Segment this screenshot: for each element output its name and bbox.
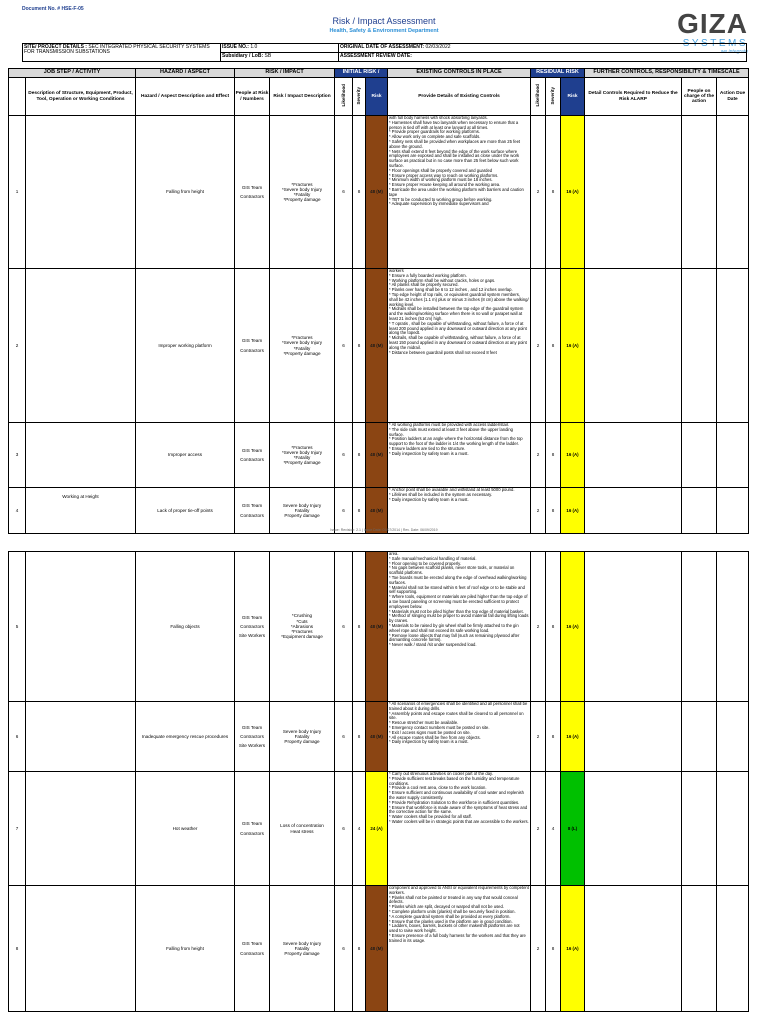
department-subtitle: Health, Safety & Environment Department (329, 28, 439, 34)
col-residual-severity: Severity (546, 78, 561, 116)
likelihood-value: 6 (335, 269, 353, 423)
further-controls-cell (585, 886, 682, 1012)
initial-risk-rating: 48 (M) (366, 886, 388, 1012)
risk-description (270, 269, 335, 423)
row-number: 4 (9, 488, 26, 534)
people-at-risk (235, 488, 270, 534)
row-number: 5 (9, 552, 26, 702)
risk-entry: Property damage (284, 739, 320, 745)
risk-entry: *Severe body Injury (281, 449, 323, 455)
likelihood-value: 6 (335, 886, 353, 1012)
residual-likelihood-value: 2 (531, 269, 546, 423)
risk-entry: Severe body Injury (282, 940, 322, 946)
activity-description (26, 269, 136, 423)
activity-description (26, 423, 136, 488)
table-row (9, 886, 749, 1012)
risk-entry: *Severe body Injury (281, 186, 323, 192)
residual-likelihood-value: 2 (531, 772, 546, 886)
table-row (9, 488, 749, 534)
residual-likelihood-value: 2 (531, 702, 546, 772)
initial-risk-rating: 24 (A) (366, 772, 388, 886)
action-due-date-cell (717, 772, 749, 886)
hazard-description: Falling from height (136, 116, 235, 269)
further-controls-cell (585, 488, 682, 534)
residual-severity-value: 8 (546, 423, 561, 488)
risk-entry: Fatality (294, 945, 310, 951)
risk-description (270, 552, 335, 702)
severity-value: 8 (353, 886, 366, 1012)
people-entry: Contractors (240, 950, 264, 956)
risk-entry: Loss of concentration (280, 823, 324, 829)
row-number: 1 (9, 116, 26, 269)
risk-description (270, 423, 335, 488)
row-number: 8 (9, 886, 26, 1012)
activity-description (26, 886, 136, 1012)
people-entry: Site Workers (238, 743, 266, 749)
people-entry: Contractors (240, 457, 264, 462)
severity-value: 8 (353, 116, 366, 269)
assessment-info-table (22, 43, 747, 62)
activity-description (26, 702, 136, 772)
people-entry: GIS Team (241, 941, 263, 947)
table-row (9, 269, 749, 423)
risk-description (270, 772, 335, 886)
residual-severity-value: 8 (546, 702, 561, 772)
section-existing-controls: EXISTING CONTROLS IN PLACE (388, 69, 531, 78)
residual-risk-rating: 16 (A) (561, 702, 585, 772)
risk-entry: Severe body Injury (282, 502, 322, 508)
existing-controls: * Carry out strenuous activities on cooler part of the day. * Provide sufficient rest breaks based on the humidity and temperature conditions. * Provide a cool rest area, close to the work location. * Ensure sufficient and continuous availability of cool water and replenish the water supply consistently. * Provide Rehydration Solution to the workforce in sufficient quantities. * Ensure that workforce is made aware of the symptoms of heat stress and the corrective action for the same. * Water coolers shall be provided for all staff. * Water coolers will be in strategic points that are accessible to the workers. (388, 772, 531, 886)
site-details-cell: SITE/ PROJECT DETAILS : SEC INTEGRATED PHYSICAL SECURITY SYSTEMS FOR TRANSMISSION SUBSTATIONS (23, 44, 221, 62)
people-entry: Site Workers (238, 633, 266, 639)
logo-sub-text: SYSTEMS (682, 38, 748, 49)
col-severity: Severity (353, 78, 366, 116)
risk-description (270, 488, 335, 534)
risk-entry: Fatality (294, 507, 310, 513)
residual-risk-rating: 16 (A) (561, 886, 585, 1012)
action-due-date-cell (717, 269, 749, 423)
table-row (9, 552, 749, 702)
activity-description (26, 772, 136, 886)
row-number: 7 (9, 772, 26, 886)
initial-risk-rating: 48 (M) (366, 552, 388, 702)
likelihood-value: 6 (335, 772, 353, 886)
risk-entry: *Property damage (283, 197, 321, 203)
table-row (9, 772, 749, 886)
col-residual-risk: Risk (561, 78, 585, 116)
row-number: 2 (9, 269, 26, 423)
people-at-risk (235, 423, 270, 488)
risk-entry: *Crushing (291, 613, 313, 619)
residual-likelihood-value: 2 (531, 423, 546, 488)
risk-entry: *Fatality (293, 455, 311, 460)
activity-description (26, 116, 136, 269)
risk-entry: *Property damage (283, 350, 321, 356)
residual-severity-value: 4 (546, 772, 561, 886)
col-description: Description of Structure, Equipment, Product, Tool, Operation or Working Conditions (26, 78, 136, 116)
residual-severity-value: 8 (546, 886, 561, 1012)
hazard-description: Hot weather (136, 772, 235, 886)
further-controls-cell (585, 269, 682, 423)
page-title: Risk / Impact Assessment (332, 16, 436, 26)
risk-entry: *Fractures (291, 444, 313, 450)
severity-value: 4 (353, 772, 366, 886)
further-controls-cell (585, 552, 682, 702)
section-residual-risk: RESIDUAL RISK (531, 69, 585, 78)
risk-entry: *Cuts (296, 618, 308, 624)
col-risk: Risk (366, 78, 388, 116)
residual-risk-rating: 16 (A) (561, 423, 585, 488)
document-number: Document No. # HSE-F-05 (22, 6, 84, 12)
risk-entry: *Abrasions (290, 623, 314, 629)
further-controls-cell (585, 772, 682, 886)
action-due-date-cell (717, 488, 749, 534)
further-controls-cell (585, 702, 682, 772)
people-at-risk (235, 886, 270, 1012)
risk-entry: *Fatality (293, 345, 311, 351)
initial-risk-rating: 48 (M) (366, 488, 388, 534)
existing-controls: * All working platforms must be provided with access ladder/stair. * The side rails must extend at least 3 feet above the upper landing surface. * Position ladders at an angle where the horizontal distance from the top support to the foot of the ladder is 1/4 the working length of the ladder. * Ensure ladders are tied to the structure. * Daily inspection by safety team is a must. (388, 423, 531, 488)
section-risk-impact: RISK / IMPACT (235, 69, 335, 78)
table-row (9, 423, 749, 488)
action-due-date-cell (717, 886, 749, 1012)
existing-controls: * All scenarios of emergencies shall be identified and all personnel shall be trained about it during drills. * Assembly points and escape routes shall be cleared to all personnel on site. * Rescue stretcher must be available. * Emergency contact numbers must be posted on site. * Exit / access signs must be posted on site. * All escape routes shall be free from any objects. * Daily inspection by safety team is a must. (388, 702, 531, 772)
people-entry: GIS Team (241, 503, 263, 509)
row-number: 3 (9, 423, 26, 488)
risk-description (270, 702, 335, 772)
people-at-risk (235, 552, 270, 702)
people-in-charge-cell (682, 423, 717, 488)
people-at-risk (235, 702, 270, 772)
risk-table-page-1 (8, 68, 749, 534)
existing-controls: workers * Ensure a fully boarded working platform. * Working platform shall be without cracks, holes or gaps. * All planks shall be properly secured. * Planks over hang shall be 6 to 12 inches , and 12 inches overlap. * Top edge height of top rails, or equivalent guardrail system members, shall be 42 inches (1.1 m) plus or minus 3 inches (8 cm) above the walking/ working level. * Midrails shall be installed between the top edge of the guardrail system and the walking/working surface when there is no wall or parapet wall at least 21 inches (53 cm) high. * T opratis , shall be capable of withstanding, without failure, a force of at least 200 pound applied in any downward or outward direction at any point along the topedt. * Midrails, shall be capable of withstanding, without failure, a force of at least 150 pound applied in any downward or outward direction at any point along the midrail. * Distance between guardrail posts shall not exceed 8 feet (388, 269, 531, 423)
residual-severity-value: 8 (546, 269, 561, 423)
further-controls-cell (585, 423, 682, 488)
existing-controls: with full body harness with shock absorbing lanyards. * Harnesses shall have two lanyards when necessary to ensure that a person is tied off with at least one lanyard at all times. * Provide proper guardrails for working platforms. * Allow work only on complete and safe scaffolds. * Safety nets shall be provided when workplaces are more than 25 feet above the ground. * Nets shall extend 8 feet beyond the edge of the work surface where employees are exposed and shall be installed as close under the work surface as practical but in no case more than 25 feet below such work surface. * Floor openings shall be properly covered and guarded * Ensure proper access way to reach on working platforms. * Minimum width of working platform must be 18 inches. * Ensure proper House keeping all around the working area. * Barricade the area under the working platform with barriers and caution tape * TBT to be conducted to working group before working. * Adequate supervision by immediate supervisors and (388, 116, 531, 269)
risk-entry: Severe body Injury (282, 728, 322, 734)
activity-description (26, 552, 136, 702)
people-at-risk (235, 772, 270, 886)
col-likelihood: Likelihood (335, 78, 353, 116)
col-existing-controls: Provide Details of Existing Controls (388, 78, 531, 116)
issue-no-cell: ISSUE NO.: 1.0 (221, 44, 339, 53)
existing-controls: * Anchor point shall be available and withstand at least 5000 pound. * Lifelines shall be included in the system as necessary. * Daily inspection by safety team is a must. (388, 488, 531, 534)
hazard-description: Inadequate emergency rescue procedures (136, 702, 235, 772)
residual-risk-rating: 16 (A) (561, 116, 585, 269)
activity-description: Working at Height (26, 488, 136, 534)
initial-risk-rating: 48 (M) (366, 269, 388, 423)
original-date-cell: ORIGINAL DATE OF ASSESSMENT: 02/03/2022 (339, 44, 747, 53)
section-job-step: JOB STEP / ACTIVITY (9, 69, 136, 78)
risk-entry: *Fractures (291, 629, 313, 635)
action-due-date-cell (717, 552, 749, 702)
risk-entry: *Fractures (291, 181, 313, 187)
hazard-description: Improper working platform (136, 269, 235, 423)
people-entry: GIS Team (241, 184, 263, 190)
people-entry: Contractors (240, 347, 264, 353)
people-entry: Contractors (240, 623, 264, 629)
col-people-in-charge: People on charge of the action (682, 78, 717, 116)
col-risk-description: Risk / Impact Description (270, 78, 335, 116)
residual-likelihood-value: 2 (531, 488, 546, 534)
risk-entry: *Equipment damage (281, 634, 323, 640)
people-in-charge-cell (682, 552, 717, 702)
col-number (9, 78, 26, 116)
action-due-date-cell (717, 702, 749, 772)
action-due-date-cell (717, 116, 749, 269)
people-in-charge-cell (682, 269, 717, 423)
revision-footer: Issue: Revision: 2.1 | Issue Date: 01/07/2014 | Rev. Date: 06/09/2019 (330, 528, 438, 532)
residual-risk-rating: 8 (L) (561, 772, 585, 886)
hazard-description: Improper access (136, 423, 235, 488)
risk-entry: Property damage (284, 513, 320, 519)
severity-value: 8 (353, 488, 366, 534)
severity-value: 8 (353, 423, 366, 488)
residual-severity-value: 8 (546, 488, 561, 534)
section-hazard: HAZARD / ASPECT (136, 69, 235, 78)
people-in-charge-cell (682, 886, 717, 1012)
residual-severity-value: 8 (546, 552, 561, 702)
likelihood-value: 6 (335, 423, 353, 488)
people-entry: Contractors (240, 194, 264, 199)
hazard-description: Falling from height (136, 886, 235, 1012)
row-number: 6 (9, 702, 26, 772)
risk-entry: Property damage (284, 951, 320, 957)
people-entry: Contractors (240, 830, 264, 836)
initial-risk-rating: 48 (M) (366, 702, 388, 772)
col-hazard-description: Hazard / Aspect Description and Effect (136, 78, 235, 116)
severity-value: 8 (353, 702, 366, 772)
people-in-charge-cell (682, 116, 717, 269)
risk-entry: *Severe body Injury (281, 340, 323, 346)
residual-risk-rating: 16 (A) (561, 552, 585, 702)
risk-description (270, 116, 335, 269)
section-initial-risk: INITIAL RISK / (335, 69, 388, 78)
people-entry: Contractors (240, 733, 264, 739)
table-row (9, 116, 749, 269)
initial-risk-rating: 48 (M) (366, 423, 388, 488)
people-entry: GIS Team (241, 447, 263, 453)
logo-tagline: we integrate (720, 49, 748, 55)
residual-severity-value: 8 (546, 116, 561, 269)
people-in-charge-cell (682, 772, 717, 886)
existing-controls: area. * Safe manual/mechanical handling of material. * Floor opening to be covered properly. * No gaps between scaffold planks, never store tools, or material on scaffold platforms. * Toe boards must be erected along the edge of overhead walking/working surfaces. * Material shall not be stored within 6 feet of roof edge or to be stable and self supporting. * Where tools, equipment or materials are piled higher than the top edge of a toe board paneling or screening must be erected sufficient to protect employees below. * Materials must not be piled higher than the top edge of material basket. * Method of slinging must be proper to avoid material fall during lifting loads by cranes. * Materials to be raised by gin wheel shall be firmly attached to the gin wheel rope and shall not exceed its safe working load. * Remove loose objects that may fall (such as remaining plywood after dismantling concrete forms). * Never walk / stand /sit under suspended load. (388, 552, 531, 702)
hazard-description: Lack of proper tie-off points (136, 488, 235, 534)
residual-risk-rating: 16 (A) (561, 488, 585, 534)
hazard-description: Falling objects (136, 552, 235, 702)
people-at-risk (235, 116, 270, 269)
risk-table-page-2 (8, 551, 749, 1012)
action-due-date-cell (717, 423, 749, 488)
people-in-charge-cell (682, 702, 717, 772)
people-at-risk (235, 269, 270, 423)
risk-description (270, 886, 335, 1012)
initial-risk-rating: 48 (M) (366, 116, 388, 269)
logo-main-text: GIZA (677, 8, 748, 39)
review-date-cell: ASSESSMENT REVIEW DATE: (339, 53, 747, 62)
likelihood-value: 6 (335, 488, 353, 534)
col-people-at-risk: People at Risk / Numbers (235, 78, 270, 116)
people-entry: Contractors (240, 512, 264, 518)
col-action-due-date: Action Due Date (717, 78, 749, 116)
subsidiary-cell: Subsidiary / LoB: SB (221, 53, 339, 62)
people-in-charge-cell (682, 488, 717, 534)
risk-entry: *Property damage (283, 460, 321, 466)
section-further-controls: FURTHER CONTROLS, RESPONSIBILITY & TIMESCALE (585, 69, 749, 78)
likelihood-value: 6 (335, 702, 353, 772)
existing-controls: component and approved to ANSI or equivalent requirements by competent workers. * Planks shall not be painted or treated in any way that would conceal defects. * Planks which are split, decayed or warped shall not be used. * Complete platform units (planks) shall be securely fixed in position. * A complete guardrail system shall be provided at every platform. * Ensure that the planks used in the platform are in good condition. * Ladders, boxes, barrels, buckets or other makeshift platforms are not used to raise work height. * Ensure presence of a full body harness for the workers and that they are trained in its usage. (388, 886, 531, 1012)
people-entry: GIS Team (241, 338, 263, 344)
col-further-controls: Detail Controls Required to Reduce the Risk ALARP (585, 78, 682, 116)
likelihood-value: 6 (335, 116, 353, 269)
people-entry: GIS Team (241, 724, 263, 730)
risk-entry: *Fatality (293, 192, 311, 197)
people-entry: GIS Team (241, 614, 263, 620)
severity-value: 8 (353, 552, 366, 702)
risk-entry: *Fractures (291, 335, 313, 341)
further-controls-cell (585, 116, 682, 269)
residual-likelihood-value: 2 (531, 552, 546, 702)
residual-likelihood-value: 2 (531, 886, 546, 1012)
risk-entry: Heat stress (290, 828, 314, 834)
residual-likelihood-value: 2 (531, 116, 546, 269)
risk-entry: Fatality (294, 733, 310, 739)
residual-risk-rating: 16 (A) (561, 269, 585, 423)
likelihood-value: 6 (335, 552, 353, 702)
col-residual-likelihood: Likelihood (531, 78, 546, 116)
severity-value: 8 (353, 269, 366, 423)
table-row (9, 702, 749, 772)
people-entry: GIS Team (241, 821, 263, 827)
